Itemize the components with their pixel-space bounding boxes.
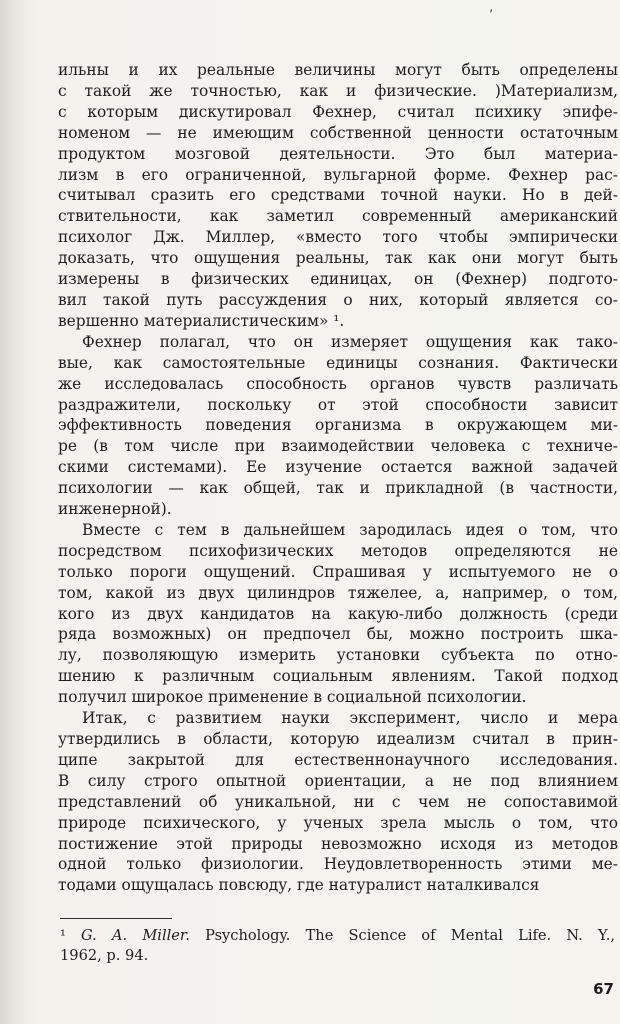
pencil-tick-mark: ʼ: [489, 8, 494, 23]
text-line: ципе закрытой для естественнонаучного исследования.: [58, 750, 618, 769]
text-line: вые, как самостоятельные единицы сознания. Фактически: [58, 353, 618, 372]
paragraph-4: [58, 708, 618, 896]
text-line: лизм в его ограниченной, вульгарной форме. Фехнер рас-: [58, 165, 618, 184]
text-line: том, какой из двух цилиндров тяжелее, а, например, о том,: [58, 583, 618, 602]
text-line: измерены в физических единицах, он (Фехнер) подгото-: [58, 270, 618, 289]
main-text: [58, 60, 618, 896]
text-line: ильны и их реальные величины могут быть определены: [58, 61, 618, 79]
text-line: вершенно материалистическим» ¹.: [58, 311, 345, 330]
text-line: же исследовалась способность органов чувств различать: [58, 374, 618, 393]
text-line: скими системами). Ее изучение остается важной задачей: [58, 458, 618, 477]
text-line: Вместе с тем в дальнейшем зародилась идея о том, что: [82, 520, 618, 539]
text-line: В силу строго опытной ориентации, а не под влиянием: [58, 771, 618, 790]
text-line: продуктом мозговой деятельности. Это был материа-: [58, 144, 618, 163]
footnote-line-2: 1962, p. 94.: [60, 947, 149, 964]
text-line: психолог Дж. Миллер, «вместо того чтобы эмпирически: [58, 228, 618, 247]
text-line: Итак, с развитием науки эксперимент, число и мера: [82, 709, 618, 728]
text-line: доказать, что ощущения реальны, так как они могут быть: [58, 249, 618, 268]
paragraph-3: [58, 520, 618, 708]
footnote-marker: ¹: [60, 927, 66, 944]
text-line: ряда возможных) он предпочел бы, можно построить шка-: [58, 625, 618, 644]
text-line: природе психического, у ученых зрела мысль о том, что: [58, 813, 618, 832]
text-line: считывал сразить его средствами точной науки. Но в дей-: [58, 186, 618, 205]
text-line: только пороги ощущений. Спрашивая у испытуемого не о: [58, 562, 618, 581]
text-line: номеном — не имеющим собственной ценности остаточным: [58, 123, 618, 142]
text-line: шению к различным социальным явлениям. Такой подход: [58, 667, 618, 686]
text-line: одной только физиологии. Неудовлетворенность этими ме-: [58, 855, 618, 874]
text-line: с такой же точностью, как и физические. )Материализм,: [58, 81, 618, 100]
text-line: инженерной).: [58, 500, 172, 519]
text-line: вил такой путь рассуждения о них, который является со-: [58, 290, 618, 309]
text-line: раздражители, поскольку от этой способности зависит: [58, 395, 618, 414]
text-line: Фехнер полагал, что он измеряет ощущения как тако-: [82, 332, 618, 351]
text-line: представлений об уникальной, ни с чем не сопоставимой: [58, 792, 618, 811]
paragraph-1: [58, 60, 618, 332]
text-line: получил широкое применение в социальной психологии.: [58, 688, 527, 707]
text-line: с которым дискутировал Фехнер, считал психику эпифе-: [58, 102, 618, 121]
text-line: тодами ощущалась повсюду, где натуралист наталкивался: [58, 876, 540, 895]
text-line: посредством психофизических методов определяются не: [58, 541, 618, 560]
page-number: 67: [593, 980, 614, 998]
footnote-line-1: [60, 926, 615, 946]
text-line: кого из двух кандидатов на какую-либо должность (среди: [58, 604, 618, 623]
footnote-author: G. A. Miller.: [81, 927, 190, 944]
footnote-divider: [60, 918, 172, 919]
text-line: психологии — как общей, так и прикладной (в частности,: [58, 479, 618, 498]
text-line: утвердились в области, которую идеализм считал в прин-: [58, 730, 618, 748]
text-line: постижение этой природы невозможно исходя из методов: [58, 834, 618, 853]
text-line: эффективность поведения организма в окружающем ми-: [58, 416, 618, 435]
footnote: [60, 926, 615, 966]
text-line: лу, позволяющую измерить установки субъекта по отно-: [58, 646, 618, 665]
text-line: ствительности, как заметил современный американский: [58, 207, 618, 226]
footnote-title: Psychology. The Science of Mental Life. N. Y.,: [205, 927, 616, 944]
paragraph-2: [58, 332, 618, 520]
text-line: ре (в том числе при взаимодействии человека с техниче-: [58, 437, 618, 456]
